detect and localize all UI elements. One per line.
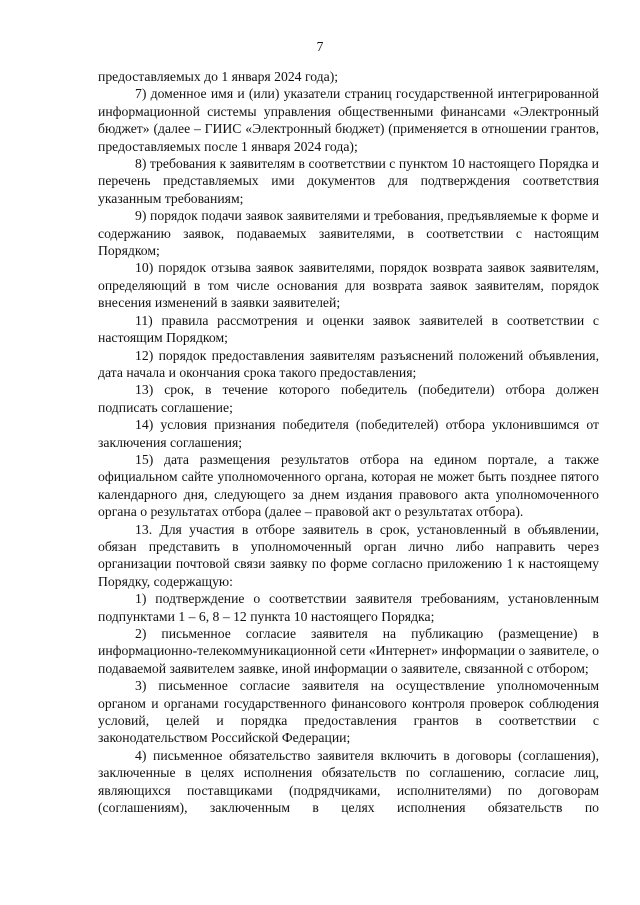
document-body xyxy=(98,68,599,816)
paragraph: 7) доменное имя и (или) указатели страниц государственной интегрированной информационной системы управления общественными финансами «Электронный бюджет» (далее – ГИИС «Электронный бюджет) (применяется в отношении грантов, предоставляемых после 1 января 2024 года); xyxy=(98,86,599,154)
paragraph: 11) правила рассмотрения и оценки заявок заявителей в соответствии с настоящим Порядком; xyxy=(98,312,599,346)
paragraph: 13. Для участия в отборе заявитель в срок, установленный в объявлении, обязан представить в уполномоченный орган лично либо направить через организации почтовой связи заявку по форме согласно приложению 1 к настоящему Порядку, содержащую: xyxy=(98,521,599,589)
paragraph: 14) условия признания победителя (победителей) отбора уклонившимся от заключения соглашения; xyxy=(98,417,599,450)
paragraph: 15) дата размещения результатов отбора на едином портале, а также официальном сайте уполномоченного органа, которая не может быть позднее пятого календарного дня, следующего за днем издания правового акта уполномоченного органа о результатах отбора (далее – правовой акт о результатах отбора). xyxy=(98,451,599,520)
paragraph: 13) срок, в течение которого победитель (победители) отбора должен подписать соглашение; xyxy=(98,382,599,415)
paragraph: 12) порядок предоставления заявителям разъяснений положений объявления, дата начала и окончания срока такого предоставления; xyxy=(98,347,599,380)
paragraph: 1) подтверждение о соответствии заявителя требованиям, установленным подпунктами 1 – 6, 8 – 12 пункта 10 настоящего Порядка; xyxy=(98,591,599,624)
paragraph: 4) письменное обязательство заявителя включить в договоры (соглашения), заключенные в целях исполнения обязательств по соглашению, согласие лиц, являющихся поставщиками (подрядчиками, исполнителями) по договорам (соглашениям), заключенным в целях исполнения обязательств по xyxy=(98,747,599,816)
paragraph: 8) требования к заявителям в соответствии с пунктом 10 настоящего Порядка и перечень представляемых ими документов для подтверждения соответствия указанным требованиям; xyxy=(98,156,599,206)
paragraph: 2) письменное согласие заявителя на публикацию (размещение) в информационно-телекоммуникационной сети «Интернет» информации о заявителе, о подаваемой заявителем заявке, иной информации о заявителе, связанной с отбором; xyxy=(98,626,599,676)
paragraph: 9) порядок подачи заявок заявителями и требования, предъявляемые к форме и содержанию заявок, подаваемых заявителями, в соответствии с настоящим Порядком; xyxy=(98,208,599,259)
page-number: 7 xyxy=(316,39,324,54)
paragraph: 10) порядок отзыва заявок заявителями, порядок возврата заявок заявителям, определяющий в том числе основания для возврата заявок заявителям, порядок внесения изменений в заявки заявителей; xyxy=(98,260,599,311)
paragraph: предоставляемых до 1 января 2024 года); xyxy=(98,69,339,84)
paragraph: 3) письменное согласие заявителя на осуществление уполномоченным органом и органами государственного финансового контроля проверок соблюдения условий, целей и порядка предоставления грантов в соответствии с законодательством Российской Федерации; xyxy=(98,678,599,746)
